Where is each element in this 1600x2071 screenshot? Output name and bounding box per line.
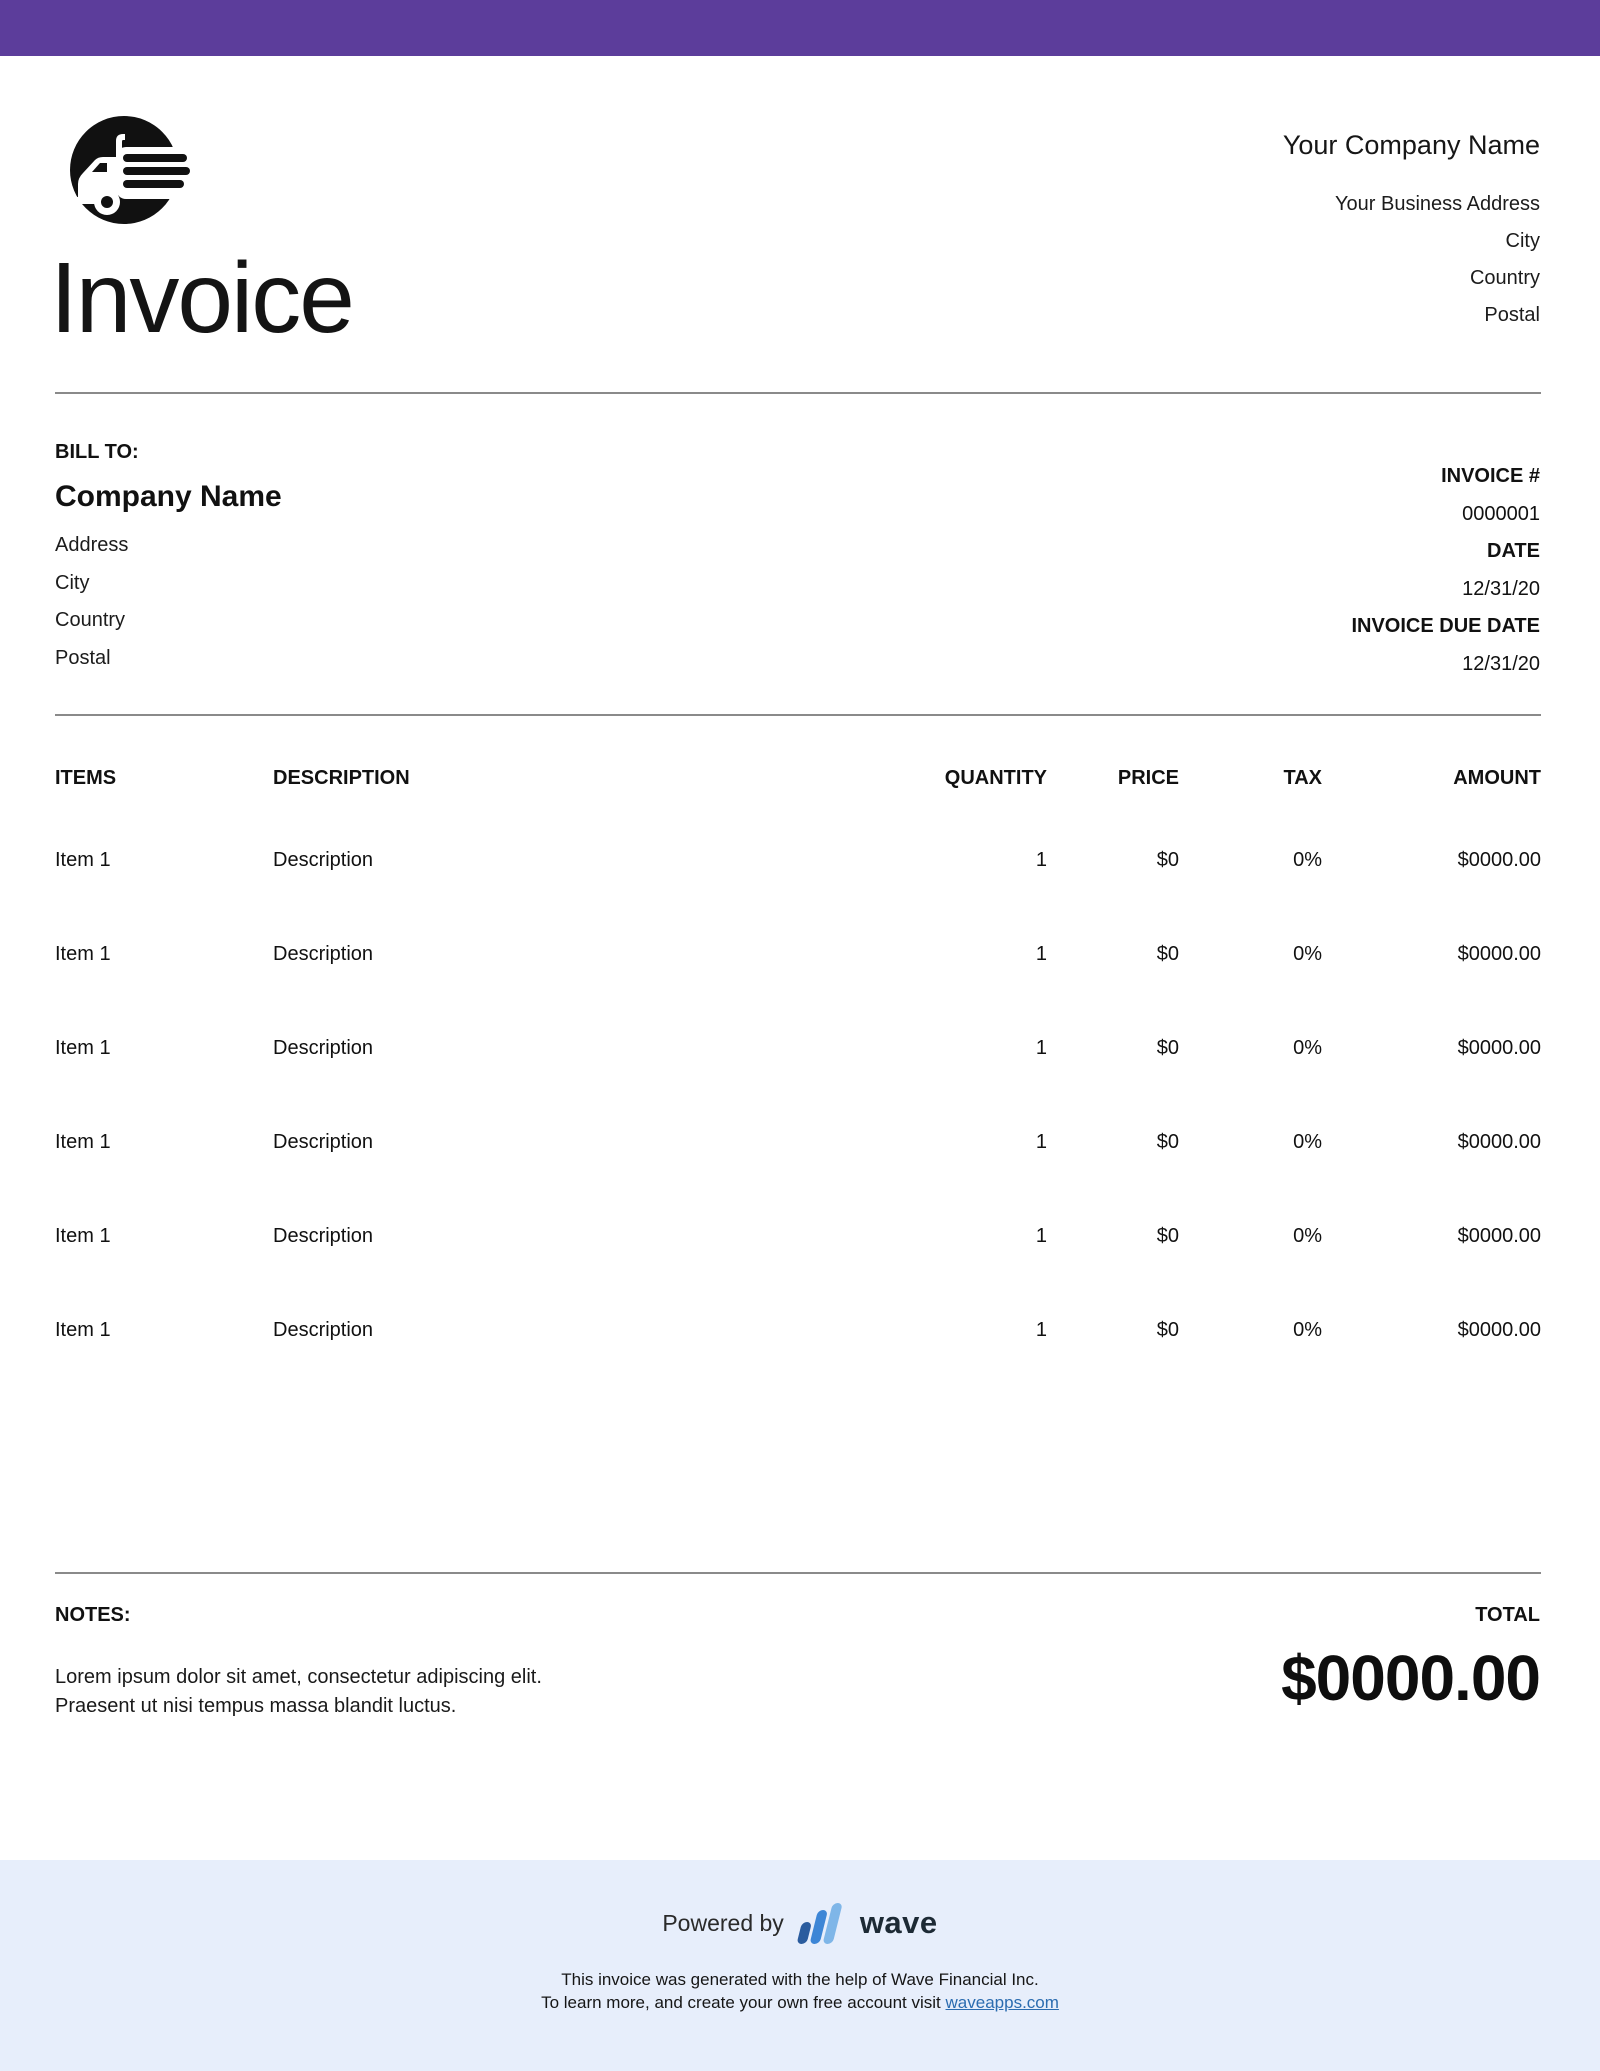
notes-block: [55, 1604, 815, 1721]
column-header-description: DESCRIPTION: [273, 767, 410, 789]
amount-cell: $0000.00: [1457, 1037, 1541, 1059]
price-cell: $0: [1156, 1037, 1179, 1059]
table-row: [55, 848, 1541, 942]
description-cell: Description: [273, 943, 374, 965]
table-row: [55, 942, 1541, 1036]
amount-cell: $0000.00: [1457, 943, 1541, 965]
invoice-number-label: INVOICE #: [1441, 465, 1540, 487]
column-header-quantity: QUANTITY: [944, 767, 1047, 789]
quantity-cell: 1: [1035, 1037, 1047, 1059]
company-address-line: Postal: [1484, 304, 1540, 326]
item-cell: Item 1: [55, 943, 111, 965]
notes-text-line: Praesent ut nisi tempus massa blandit luctus.: [55, 1695, 457, 1717]
item-cell: Item 1: [55, 1131, 111, 1153]
footer-cta-text: To learn more, and create your own free account visit: [541, 1993, 946, 2012]
price-cell: $0: [1156, 1319, 1179, 1341]
company-address-line: Your Business Address: [1335, 193, 1540, 215]
company-name: Your Company Name: [1282, 130, 1540, 160]
bill-to-address-line: City: [55, 571, 90, 594]
total-amount: $0000.00: [1281, 1642, 1540, 1714]
total-block: [1281, 1604, 1540, 1715]
page-title: Invoice: [50, 242, 353, 354]
tax-cell: 0%: [1293, 1319, 1322, 1341]
invoice-number-value: 0000001: [1462, 502, 1540, 525]
description-cell: Description: [273, 1037, 374, 1059]
column-header-price: PRICE: [1117, 767, 1179, 789]
company-address-line: City: [1505, 230, 1540, 252]
price-cell: $0: [1156, 1131, 1179, 1153]
wave-wordmark: wave: [859, 1905, 938, 1940]
truck-logo-icon: [66, 114, 192, 226]
total-label: TOTAL: [1475, 1604, 1540, 1626]
tax-cell: 0%: [1293, 849, 1322, 871]
footer-disclaimer-line: This invoice was generated with the help of Wave Financial Inc.: [561, 1970, 1039, 1989]
company-header-block: [1283, 130, 1540, 334]
invoice-due-date-value: 12/31/20: [1462, 652, 1540, 675]
powered-by-label: Powered by: [662, 1909, 784, 1936]
quantity-cell: 1: [1035, 1131, 1047, 1153]
line-items-table: [55, 766, 1541, 1412]
tax-cell: 0%: [1293, 943, 1322, 965]
table-header-row: [55, 766, 1541, 790]
quantity-cell: 1: [1035, 1319, 1047, 1341]
column-header-items: ITEMS: [55, 767, 117, 789]
item-cell: Item 1: [55, 1037, 111, 1059]
invoice-date-value: 12/31/20: [1462, 577, 1540, 600]
divider: [55, 392, 1541, 394]
bill-to-address-line: Postal: [55, 646, 111, 669]
bill-to-company: Company Name: [55, 480, 282, 513]
amount-cell: $0000.00: [1457, 1225, 1541, 1247]
notes-text-line: Lorem ipsum dolor sit amet, consectetur adipiscing elit.: [55, 1666, 542, 1688]
invoice-due-date-label: INVOICE DUE DATE: [1351, 615, 1540, 637]
table-row: [55, 1224, 1541, 1318]
column-header-amount: AMOUNT: [1453, 767, 1541, 789]
bill-to-address-line: Country: [55, 609, 126, 631]
company-address-line: Country: [1469, 267, 1540, 289]
amount-cell: $0000.00: [1457, 1319, 1541, 1341]
invoice-meta-block: [1351, 458, 1540, 683]
waveapps-link[interactable]: waveapps.com: [945, 1993, 1059, 2012]
bill-to-address-line: Address: [55, 534, 129, 556]
table-row: [55, 1036, 1541, 1130]
bill-to-block: [55, 441, 282, 677]
wave-logo-icon: [796, 1902, 848, 1944]
table-row: [55, 1318, 1541, 1412]
invoice-date-label: DATE: [1487, 540, 1540, 562]
description-cell: Description: [273, 1131, 374, 1153]
quantity-cell: 1: [1035, 943, 1047, 965]
description-cell: Description: [273, 849, 374, 871]
column-header-tax: TAX: [1283, 767, 1322, 789]
powered-by-row: [0, 1902, 1600, 1944]
item-cell: Item 1: [55, 1225, 111, 1247]
notes-label: NOTES:: [55, 1604, 131, 1626]
divider: [55, 714, 1541, 716]
price-cell: $0: [1156, 943, 1179, 965]
table-row: [55, 1130, 1541, 1224]
amount-cell: $0000.00: [1457, 849, 1541, 871]
tax-cell: 0%: [1293, 1037, 1322, 1059]
price-cell: $0: [1156, 1225, 1179, 1247]
description-cell: Description: [273, 1319, 374, 1341]
price-cell: $0: [1156, 849, 1179, 871]
item-cell: Item 1: [55, 1319, 111, 1341]
accent-bar: [0, 0, 1600, 56]
item-cell: Item 1: [55, 849, 111, 871]
tax-cell: 0%: [1293, 1225, 1322, 1247]
divider: [55, 1572, 1541, 1574]
amount-cell: $0000.00: [1457, 1131, 1541, 1153]
quantity-cell: 1: [1035, 1225, 1047, 1247]
footer-cta-line: [0, 1991, 1600, 2014]
bill-to-label: BILL TO:: [55, 441, 139, 463]
tax-cell: 0%: [1293, 1131, 1322, 1153]
description-cell: Description: [273, 1225, 374, 1247]
quantity-cell: 1: [1035, 849, 1047, 871]
footer: [0, 1860, 1600, 2071]
